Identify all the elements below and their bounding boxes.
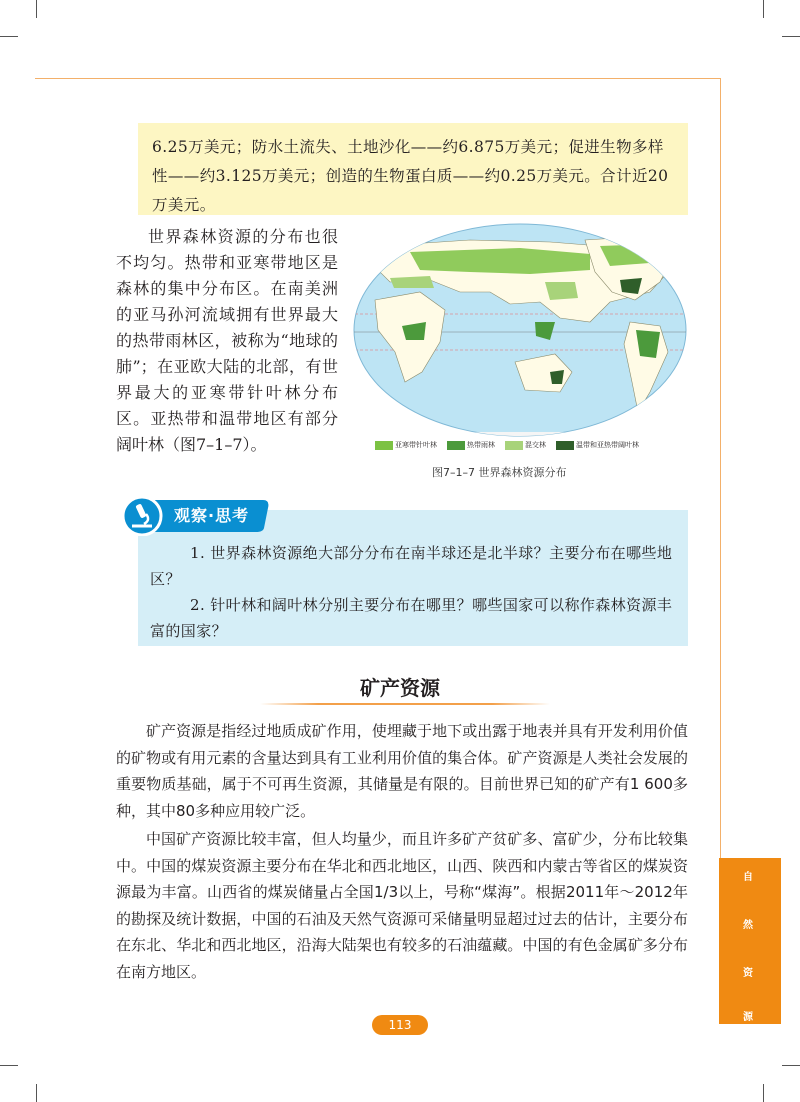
- observe-title: 观察·思考: [174, 506, 250, 525]
- legend-item: [447, 440, 495, 450]
- world-forest-map: [350, 222, 690, 458]
- crop-mark: [763, 1084, 764, 1102]
- map-legend: [375, 438, 675, 452]
- side-tab-char: 资: [743, 968, 753, 979]
- forest-paragraph: 世界森林资源的分布也很不均匀。热带和亚寒带地区是森林的集中分布区。在南美洲的亚马孙河流域拥有世界最大的热带雨林区，被称为“地球的肺”；在亚欧大陆的北部，有世界最大的亚寒带针叶林分布区。亚热带和温带地区有部分阔叶林（图7–1–7）。: [116, 227, 338, 454]
- side-tab-char: 然: [743, 920, 753, 931]
- legend-label: 混交林: [525, 441, 546, 449]
- section-body: [116, 718, 688, 985]
- legend-swatch: [505, 441, 523, 450]
- legend-label: 热带雨林: [467, 441, 495, 449]
- observe-question-1: 1. 世界森林资源绝大部分分布在南半球还是北半球？主要分布在哪些地区？: [150, 544, 673, 588]
- side-tab: [719, 858, 781, 1024]
- crop-mark: [782, 1065, 800, 1066]
- crop-mark: [782, 36, 800, 37]
- forest-paragraph-block: [116, 224, 338, 458]
- legend-item: [505, 440, 546, 450]
- legend-item: [375, 440, 437, 450]
- crop-mark: [0, 1065, 18, 1066]
- legend-swatch: [375, 441, 393, 450]
- legend-swatch: [556, 441, 574, 450]
- observe-question: [150, 592, 675, 644]
- observe-question-2: 2. 针叶林和阔叶林分别主要分布在哪里？哪些国家可以称作森林资源丰富的国家？: [150, 596, 673, 640]
- side-tab-char: 源: [743, 1012, 753, 1023]
- side-tab-char: 自: [743, 872, 753, 883]
- section-paragraph-1: 矿产资源是指经过地质成矿作用，使埋藏于地下或出露于地表并具有开发利用价值的矿物或有用元素的含量达到具有工业利用价值的集合体。矿产资源是人类社会发展的重要物质基础，属于不可再生资源，其储量是有限的。目前世界已知的矿产有1 600多种，其中80多种应用较广泛。: [116, 722, 688, 820]
- crop-mark: [763, 0, 764, 18]
- observe-question: [150, 540, 675, 592]
- legend-item: [556, 440, 639, 450]
- section-title: 矿产资源: [360, 676, 440, 700]
- intro-box: [138, 123, 688, 215]
- legend-swatch: [447, 441, 465, 450]
- crop-mark: [0, 36, 18, 37]
- page-frame-line: [35, 78, 721, 79]
- page-number: 113: [372, 1015, 428, 1035]
- legend-label: 温带和亚热带阔叶林: [576, 441, 639, 449]
- section-underline: [260, 703, 550, 705]
- intro-text: 6.25万美元；防水土流失、土地沙化——约6.875万美元；促进生物多样性——约3.125万美元；创造的生物蛋白质——约0.25万美元。合计近20万美元。: [152, 138, 669, 214]
- section-paragraph-2: 中国矿产资源比较丰富，但人均量少，而且许多矿产贫矿多、富矿少，分布比较集中。中国的煤炭资源主要分布在华北和西北地区，山西、陕西和内蒙古等省区的煤炭资源最为丰富。山西省的煤炭储量占全国1/3以上，号称“煤海”。根据2011年～2012年的勘探及统计数据，中国的石油及天然气资源可采储量明显超过过去的估计，主要分布在东北、华北和西北地区，沿海大陆架也有较多的石油蕴藏。中国的有色金属矿多分布在南方地区。: [116, 830, 688, 981]
- page-frame-line: [720, 78, 721, 858]
- crop-mark: [36, 1084, 37, 1102]
- legend-label: 亚寒带针叶林: [395, 441, 437, 449]
- figure-caption: 图7–1–7 世界森林资源分布: [432, 466, 567, 479]
- crop-mark: [36, 0, 37, 18]
